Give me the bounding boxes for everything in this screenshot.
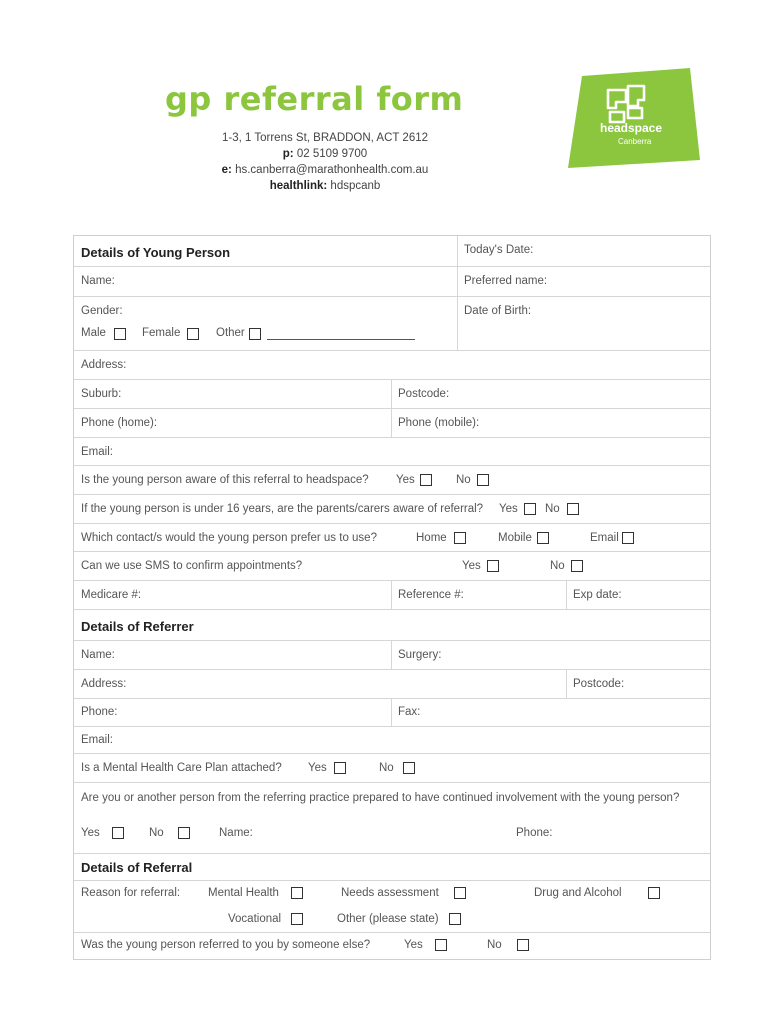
headspace-logo: [568, 68, 700, 168]
parents-question: If the young person is under 16 years, are the parents/carers aware of referral?: [81, 503, 484, 515]
section-heading-referral: Details of Referral: [81, 860, 193, 875]
referred-no-label: No: [487, 939, 502, 951]
email-label: e:: [221, 164, 232, 176]
referred-question: Was the young person referred to you by someone else?: [81, 939, 371, 951]
other-state-checkbox[interactable]: [449, 913, 461, 925]
preferred-name-label[interactable]: Preferred name:: [464, 275, 548, 287]
healthlink-label: healthlink:: [269, 180, 328, 192]
row-referrer-phone: [74, 699, 710, 727]
involvement-phone-label[interactable]: Phone:: [516, 827, 553, 839]
aware-question: Is the young person aware of this referral to headspace?: [81, 474, 369, 486]
involvement-question: Are you or another person from the referring practice prepared to have continued involvement with the young person?: [81, 792, 680, 804]
involvement-yes-label: Yes: [81, 827, 100, 839]
mental-health-label: Mental Health: [208, 887, 279, 899]
row-email: [74, 438, 710, 466]
reason-label: Reason for referral:: [81, 887, 181, 899]
row-involvement: [74, 783, 710, 854]
parents-no-label: No: [545, 503, 560, 515]
healthlink-line: [170, 178, 480, 194]
referrer-phone-label[interactable]: Phone:: [81, 706, 118, 718]
form-title: gp referral form: [165, 80, 464, 118]
section-heading-young-person: Details of Young Person: [81, 245, 231, 260]
email-option-label: Email: [590, 532, 619, 544]
phone-value: 02 5109 9700: [296, 148, 368, 160]
other-state-label: Other (please state): [337, 913, 439, 925]
needs-assessment-checkbox[interactable]: [454, 887, 466, 899]
row-name: [74, 267, 710, 297]
address-line: 1-3, 1 Torrens St, BRADDON, ACT 2612: [221, 132, 429, 144]
involvement-no-checkbox[interactable]: [178, 827, 190, 839]
mhcp-yes-label: Yes: [308, 762, 327, 774]
aware-no-checkbox[interactable]: [477, 474, 489, 486]
row-referrer-name: [74, 641, 710, 670]
aware-yes-checkbox[interactable]: [420, 474, 432, 486]
referral-form: [73, 235, 711, 960]
female-checkbox[interactable]: [187, 328, 199, 340]
row-referrer-address: [74, 670, 710, 699]
surgery-label[interactable]: Surgery:: [398, 649, 442, 661]
referrer-name-label[interactable]: Name:: [81, 649, 115, 661]
section-heading-referrer: Details of Referrer: [81, 619, 194, 634]
sms-yes-label: Yes: [462, 560, 481, 572]
email-value: hs.canberra@marathonhealth.com.au: [235, 164, 429, 176]
involvement-name-label[interactable]: Name:: [219, 827, 253, 839]
phone-label: p:: [282, 148, 294, 160]
parents-yes-label: Yes: [499, 503, 518, 515]
row-aware: [74, 466, 710, 495]
referrer-postcode-label[interactable]: Postcode:: [573, 678, 625, 690]
referred-yes-checkbox[interactable]: [435, 939, 447, 951]
yp-email-label[interactable]: Email:: [81, 446, 113, 458]
row-reasons: [74, 881, 710, 933]
yp-name-label[interactable]: Name:: [81, 275, 115, 287]
vocational-checkbox[interactable]: [291, 913, 303, 925]
logo-sub: Canberra: [618, 137, 652, 146]
sms-no-label: No: [550, 560, 565, 572]
mental-health-checkbox[interactable]: [291, 887, 303, 899]
logo-name: headspace: [600, 121, 663, 135]
other-gender-line[interactable]: [267, 339, 415, 340]
contact-block: [170, 130, 480, 194]
gender-label: Gender:: [81, 305, 123, 317]
reference-label[interactable]: Reference #:: [398, 589, 464, 601]
medicare-label[interactable]: Medicare #:: [81, 589, 142, 601]
row-suburb: [74, 380, 710, 409]
contact-question: Which contact/s would the young person prefer us to use?: [81, 532, 377, 544]
email-option-checkbox[interactable]: [622, 532, 634, 544]
referrer-email-label[interactable]: Email:: [81, 734, 113, 746]
row-gender: [74, 297, 710, 351]
row-heading-young-person: [74, 236, 710, 267]
row-referrer-email: [74, 727, 710, 754]
other-checkbox[interactable]: [249, 328, 261, 340]
suburb-label[interactable]: Suburb:: [81, 388, 122, 400]
home-checkbox[interactable]: [454, 532, 466, 544]
phone-line: [170, 146, 480, 162]
sms-yes-checkbox[interactable]: [487, 560, 499, 572]
male-label: Male: [81, 327, 106, 339]
male-checkbox[interactable]: [114, 328, 126, 340]
dob-label[interactable]: Date of Birth:: [464, 305, 532, 317]
mhcp-yes-checkbox[interactable]: [334, 762, 346, 774]
yp-postcode-label[interactable]: Postcode:: [398, 388, 450, 400]
todays-date-label[interactable]: Today's Date:: [464, 244, 534, 256]
home-label: Home: [416, 532, 447, 544]
aware-no-label: No: [456, 474, 471, 486]
aware-yes-label: Yes: [396, 474, 415, 486]
row-phones: [74, 409, 710, 438]
female-label: Female: [142, 327, 181, 339]
exp-date-label[interactable]: Exp date:: [573, 589, 622, 601]
involvement-yes-checkbox[interactable]: [112, 827, 124, 839]
drug-alcohol-checkbox[interactable]: [648, 887, 660, 899]
mhcp-question: Is a Mental Health Care Plan attached?: [81, 762, 282, 774]
vocational-label: Vocational: [228, 913, 282, 925]
mobile-checkbox[interactable]: [537, 532, 549, 544]
row-medicare: [74, 581, 710, 610]
referred-yes-label: Yes: [404, 939, 423, 951]
phone-mobile-label[interactable]: Phone (mobile):: [398, 417, 480, 429]
referred-no-checkbox[interactable]: [517, 939, 529, 951]
mhcp-no-checkbox[interactable]: [403, 762, 415, 774]
row-contact: [74, 524, 710, 552]
row-parents: [74, 495, 710, 524]
parents-no-checkbox[interactable]: [567, 503, 579, 515]
referrer-address-label[interactable]: Address:: [81, 678, 127, 690]
mobile-label: Mobile: [498, 532, 532, 544]
row-address: [74, 351, 710, 380]
yp-address-label[interactable]: Address:: [81, 359, 127, 371]
healthlink-value: hdspcanb: [330, 180, 381, 192]
involvement-no-label: No: [149, 827, 164, 839]
sms-no-checkbox[interactable]: [571, 560, 583, 572]
other-label: Other: [216, 327, 245, 339]
parents-yes-checkbox[interactable]: [524, 503, 536, 515]
mhcp-no-label: No: [379, 762, 394, 774]
phone-home-label[interactable]: Phone (home):: [81, 417, 158, 429]
row-heading-referrer: [74, 610, 710, 641]
row-sms: [74, 552, 710, 581]
row-referred: [74, 933, 710, 961]
drug-alcohol-label: Drug and Alcohol: [534, 887, 622, 899]
email-line: [170, 162, 480, 178]
sms-question: Can we use SMS to confirm appointments?: [81, 560, 303, 572]
needs-assessment-label: Needs assessment: [341, 887, 439, 899]
row-mhcp: [74, 754, 710, 783]
fax-label[interactable]: Fax:: [398, 706, 421, 718]
row-heading-referral: [74, 854, 710, 881]
